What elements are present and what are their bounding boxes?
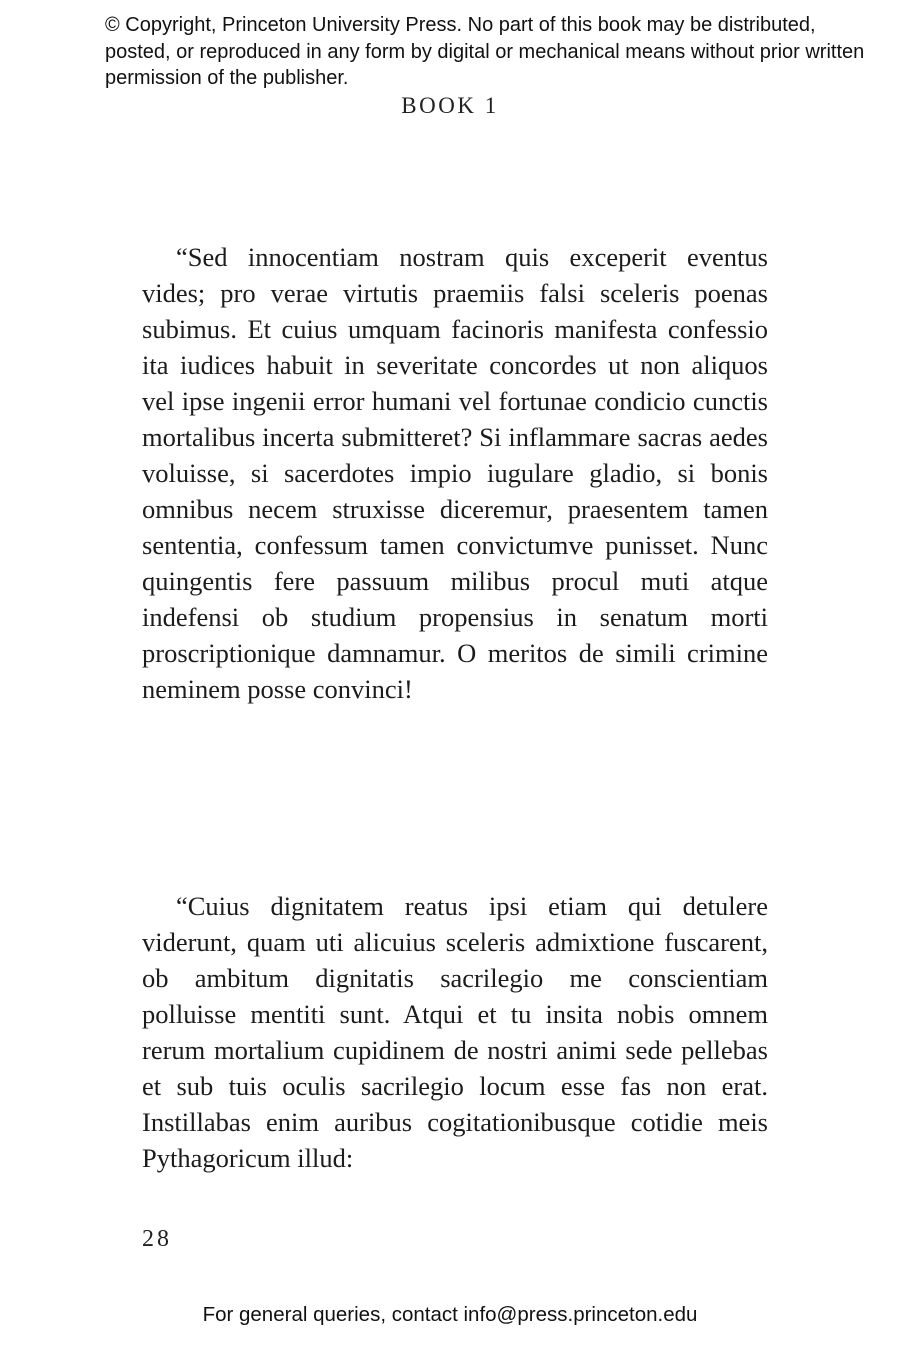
page-number: 28 bbox=[142, 1226, 172, 1252]
body-paragraph: “Cuius dignitatem reatus ipsi etiam qui detulere viderunt, quam uti alicuius sceleris admixtione fuscarent, ob ambitum dignitatis sacrilegio me conscientiam polluisse mentiti sunt. Atqui et tu insita nobis omnem rerum mortalium cupidinem de nostri animi sede pellebas et sub tuis oculis sacrilegio locum esse fas non erat. Instillabas enim auribus cogitationibusque cotidie meis Pythagoricum illud: bbox=[142, 891, 768, 1173]
copyright-notice: © Copyright, Princeton University Press. No part of this book may be distributed, posted, or reproduced in any form by digital or mechanical means without prior written permission of the publisher. bbox=[105, 14, 865, 89]
running-head: BOOK 1 bbox=[401, 93, 499, 118]
body-paragraph: “Sed innocentiam nostram quis exceperit eventus vides; pro verae virtutis praemiis falsi sceleris poenas subimus. Et cuius umquam facinoris manifesta confessio ita iudices habuit in severitate concordes ut non aliquos vel ipse ingenii error humani vel fortunae condicio cunctis mortalibus incerta submitteret? Si inflammare sacras aedes voluisse, si sacerdotes impio iugulare gladio, si bonis omnibus necem struxisse diceremur, praesentem tamen sententia, confessum tamen convictumve punisset. Nunc quingentis fere passuum milibus procul muti atque indefensi ob studium propensius in senatum morti proscriptionique damnamur. O meritos de simili crimine neminem posse convinci! bbox=[142, 242, 768, 704]
footer-contact: For general queries, contact info@press.princeton.edu bbox=[202, 1303, 698, 1326]
